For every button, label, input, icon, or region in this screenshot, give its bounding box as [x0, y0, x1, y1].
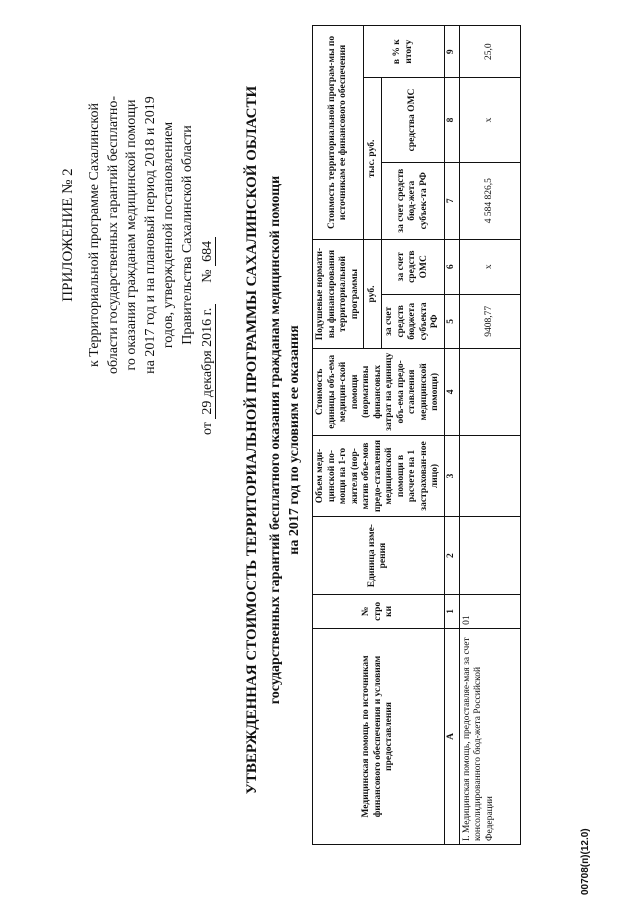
- column-number: 2: [444, 517, 459, 594]
- header-budget-norm: за счет средств бюджета субъекта РФ: [382, 294, 445, 349]
- header-cost-unit: тыс. руб.: [364, 78, 382, 240]
- row-oms-cost: х: [459, 78, 520, 162]
- column-number: 6: [444, 239, 459, 294]
- document-subtitle-2: на 2017 год по условиям ее оказания: [287, 325, 302, 555]
- form-code: 00708(п)(12.0): [580, 828, 591, 895]
- row-oms-norm: х: [459, 239, 520, 294]
- appendix-title: ПРИЛОЖЕНИЕ № 2: [60, 168, 76, 302]
- header-norms-unit: руб.: [364, 239, 382, 348]
- column-numbers-row: [444, 26, 459, 845]
- column-number: 5: [444, 294, 459, 349]
- appendix-line: на 2017 год и на плановый период 2018 и 2019: [142, 96, 158, 374]
- row-percent: 25,0: [459, 26, 520, 78]
- column-number: 7: [444, 162, 459, 239]
- appendix-line: к Территориальной программе Сахалинской: [87, 103, 102, 367]
- column-number: 3: [444, 435, 459, 517]
- column-number: 4: [444, 349, 459, 435]
- header-unit-cost: Стоимость единицы объ-ема медицин-ской помощи (нормативы финансовых затрат на единицу объ-ема предо-ставления медицинской помощи): [313, 349, 445, 435]
- header-budget-cost: за счет средств бюд-жета субъек-та РФ: [382, 162, 445, 239]
- header-unit: Единица изме-рения: [313, 517, 445, 594]
- appendix-line: Правительства Сахалинской области: [179, 125, 195, 345]
- header-row-number: № стро ки: [313, 594, 445, 628]
- row-unit: [459, 517, 520, 594]
- date-prefix: от: [200, 422, 215, 435]
- column-number: 8: [444, 78, 459, 162]
- appendix-line: годов, утвержденной постановлением: [161, 121, 176, 349]
- row-unit-cost: [459, 349, 520, 435]
- column-number: А: [444, 628, 459, 844]
- row-number: 01: [459, 594, 520, 628]
- row-care-type: I. Медицинская помощь, предоставляе-мая за счет консолидированного бюд-жета Российской Федерации: [459, 628, 520, 844]
- appendix-line: го оказания гражданам медицинской помощи: [124, 99, 139, 371]
- column-number: 9: [444, 26, 459, 78]
- row-budget-norm: 9408,77: [459, 294, 520, 349]
- number-sign: №: [200, 269, 215, 283]
- number-value: 684: [200, 237, 216, 266]
- header-percent: в % к итогу: [364, 26, 445, 78]
- header-per-capita-norms: Подушевые нормати-вы финансирования территориальной программы: [313, 239, 364, 348]
- document-subtitle: государственных гарантий бесплатного оказания гражданам медицинской помощи: [268, 175, 283, 705]
- cost-table: [312, 25, 521, 845]
- row-budget-cost: 4 584 826,5: [459, 162, 520, 239]
- header-oms-cost: средства ОМС: [382, 78, 445, 162]
- appendix-text: [86, 25, 197, 445]
- header-volume: Объем меди-цинской по-мощи на 1-го жителя (нор-матив объе-мов предо-ставления медицинской помощи в расчете на 1 застрахован-ное лицо): [313, 435, 445, 517]
- table-row: [459, 26, 520, 845]
- column-number: 1: [444, 594, 459, 628]
- date-value: 29 декабря 2016 г.: [200, 304, 216, 419]
- header-program-cost: Стоимость территориальной програм-мы по источникам ее финансового обеспечения: [313, 26, 364, 240]
- header-row-1: [313, 26, 364, 845]
- appendix-line: области государственных гарантий бесплатно-: [105, 95, 121, 375]
- header-oms-norm: за счет средств ОМС: [382, 239, 445, 294]
- row-volume: [459, 435, 520, 517]
- appendix-date-line: [200, 15, 216, 435]
- header-care-type: Медицинская помощь по источникам финансового обеспечения и условиям предоставления: [313, 628, 445, 844]
- document-title: УТВЕРЖДЕННАЯ СТОИМОСТЬ ТЕРРИТОРИАЛЬНОЙ ПРОГРАММЫ САХАЛИНСКОЙ ОБЛАСТИ: [244, 85, 260, 795]
